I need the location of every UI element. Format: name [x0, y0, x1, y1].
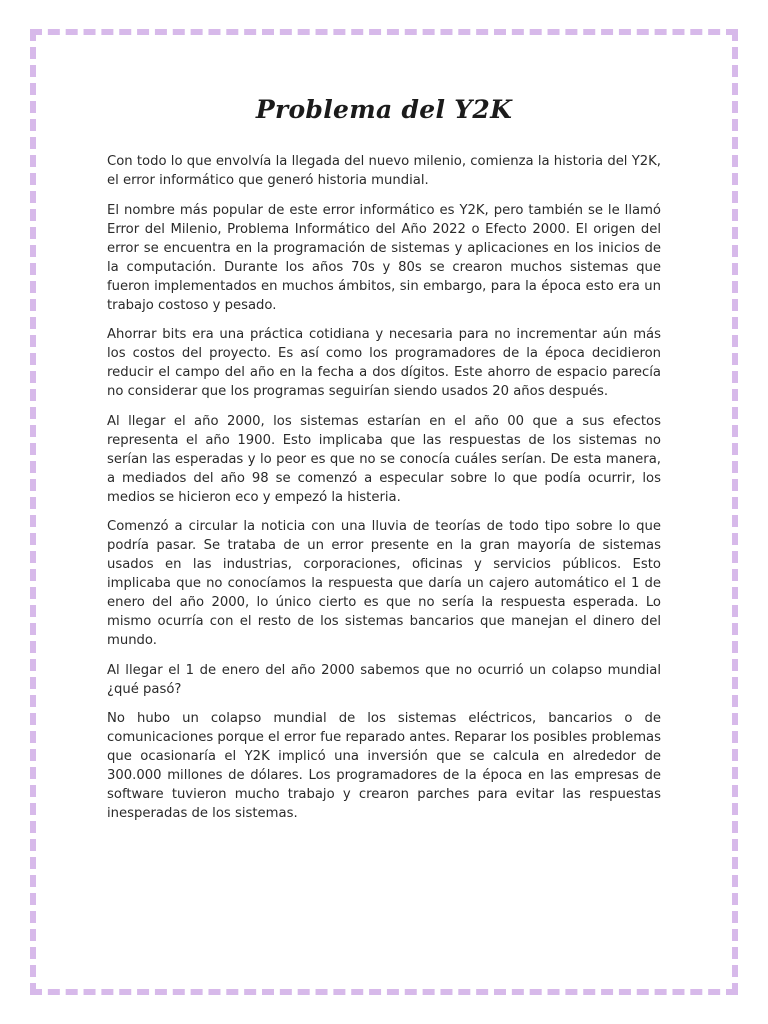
paragraph-origin: El nombre más popular de este error informático es Y2K, pero también se le llamó Error del Milenio, Problema Informático del Año 2022 o Efecto 2000. El origen del error se encuentra en la programación de sistemas y aplicaciones en los inicios de la computación. Durante los años 70s y 80s se crearon muchos sistemas que fueron implementados en muchos ámbitos, sin embargo, para la época esto era un trabajo costoso y pesado. [107, 202, 661, 313]
document-title: Problema del Y2K [255, 95, 513, 124]
paragraph-conclusion: No hubo un colapso mundial de los sistemas eléctricos, bancarios o de comunicaciones porque el error fue reparado antes. Reparar los posibles problemas que ocasionaría el Y2K implicó una inversión que se calcula en alrededor de 300.000 millones de dólares. Los programadores de la época en las empresas de software tuvieron mucho trabajo y crearon parches para evitar las respuestas inesperadas de los sistemas. [107, 711, 662, 821]
paragraph-intro: Con todo lo que envolvía la llegada del nuevo milenio, comienza la historia del Y2K, el error informático que generó historia mundial. [107, 154, 661, 188]
paragraph-question: Al llegar el 1 de enero del año 2000 sabemos que no ocurrió un colapso mundial ¿qué pasó? [107, 662, 661, 697]
paragraph-year-2000: Al llegar el año 2000, los sistemas estarían en el año 00 que a sus efectos representa el año 1900. Esto implicaba que las respuestas de los sistemas no serían las esperadas y lo peor es que no se conocía cuáles serían. De esta manera, a mediados del año 98 se comenzó a especular sobre lo que podía ocurrir, los medios se hicieron eco y empezó la histeria. [107, 413, 661, 505]
paragraph-saving-bits: Ahorrar bits era una práctica cotidiana y necesaria para no incrementar aún más los costos del proyecto. Es así como los programadores de la época decidieron reducir el campo del año en la fecha a dos dígitos. Este ahorro de espacio parecía no considerar que los programas seguirían siendo usados 20 años después. [107, 327, 661, 399]
paragraph-theories: Comenzó a circular la noticia con una lluvia de teorías de todo tipo sobre lo que podría pasar. Se trataba de un error presente en la gran mayoría de sistemas usados en las industrias, corporaciones, oficinas y servicios públicos. Esto implicaba que no conocíamos la respuesta que daría un cajero automático el 1 de enero del año 2000, lo único cierto es que no sería la respuesta esperada. Lo mismo ocurría con el resto de los sistemas bancarios que manejan el dinero del mundo. [107, 519, 661, 648]
document-content [107, 92, 661, 834]
